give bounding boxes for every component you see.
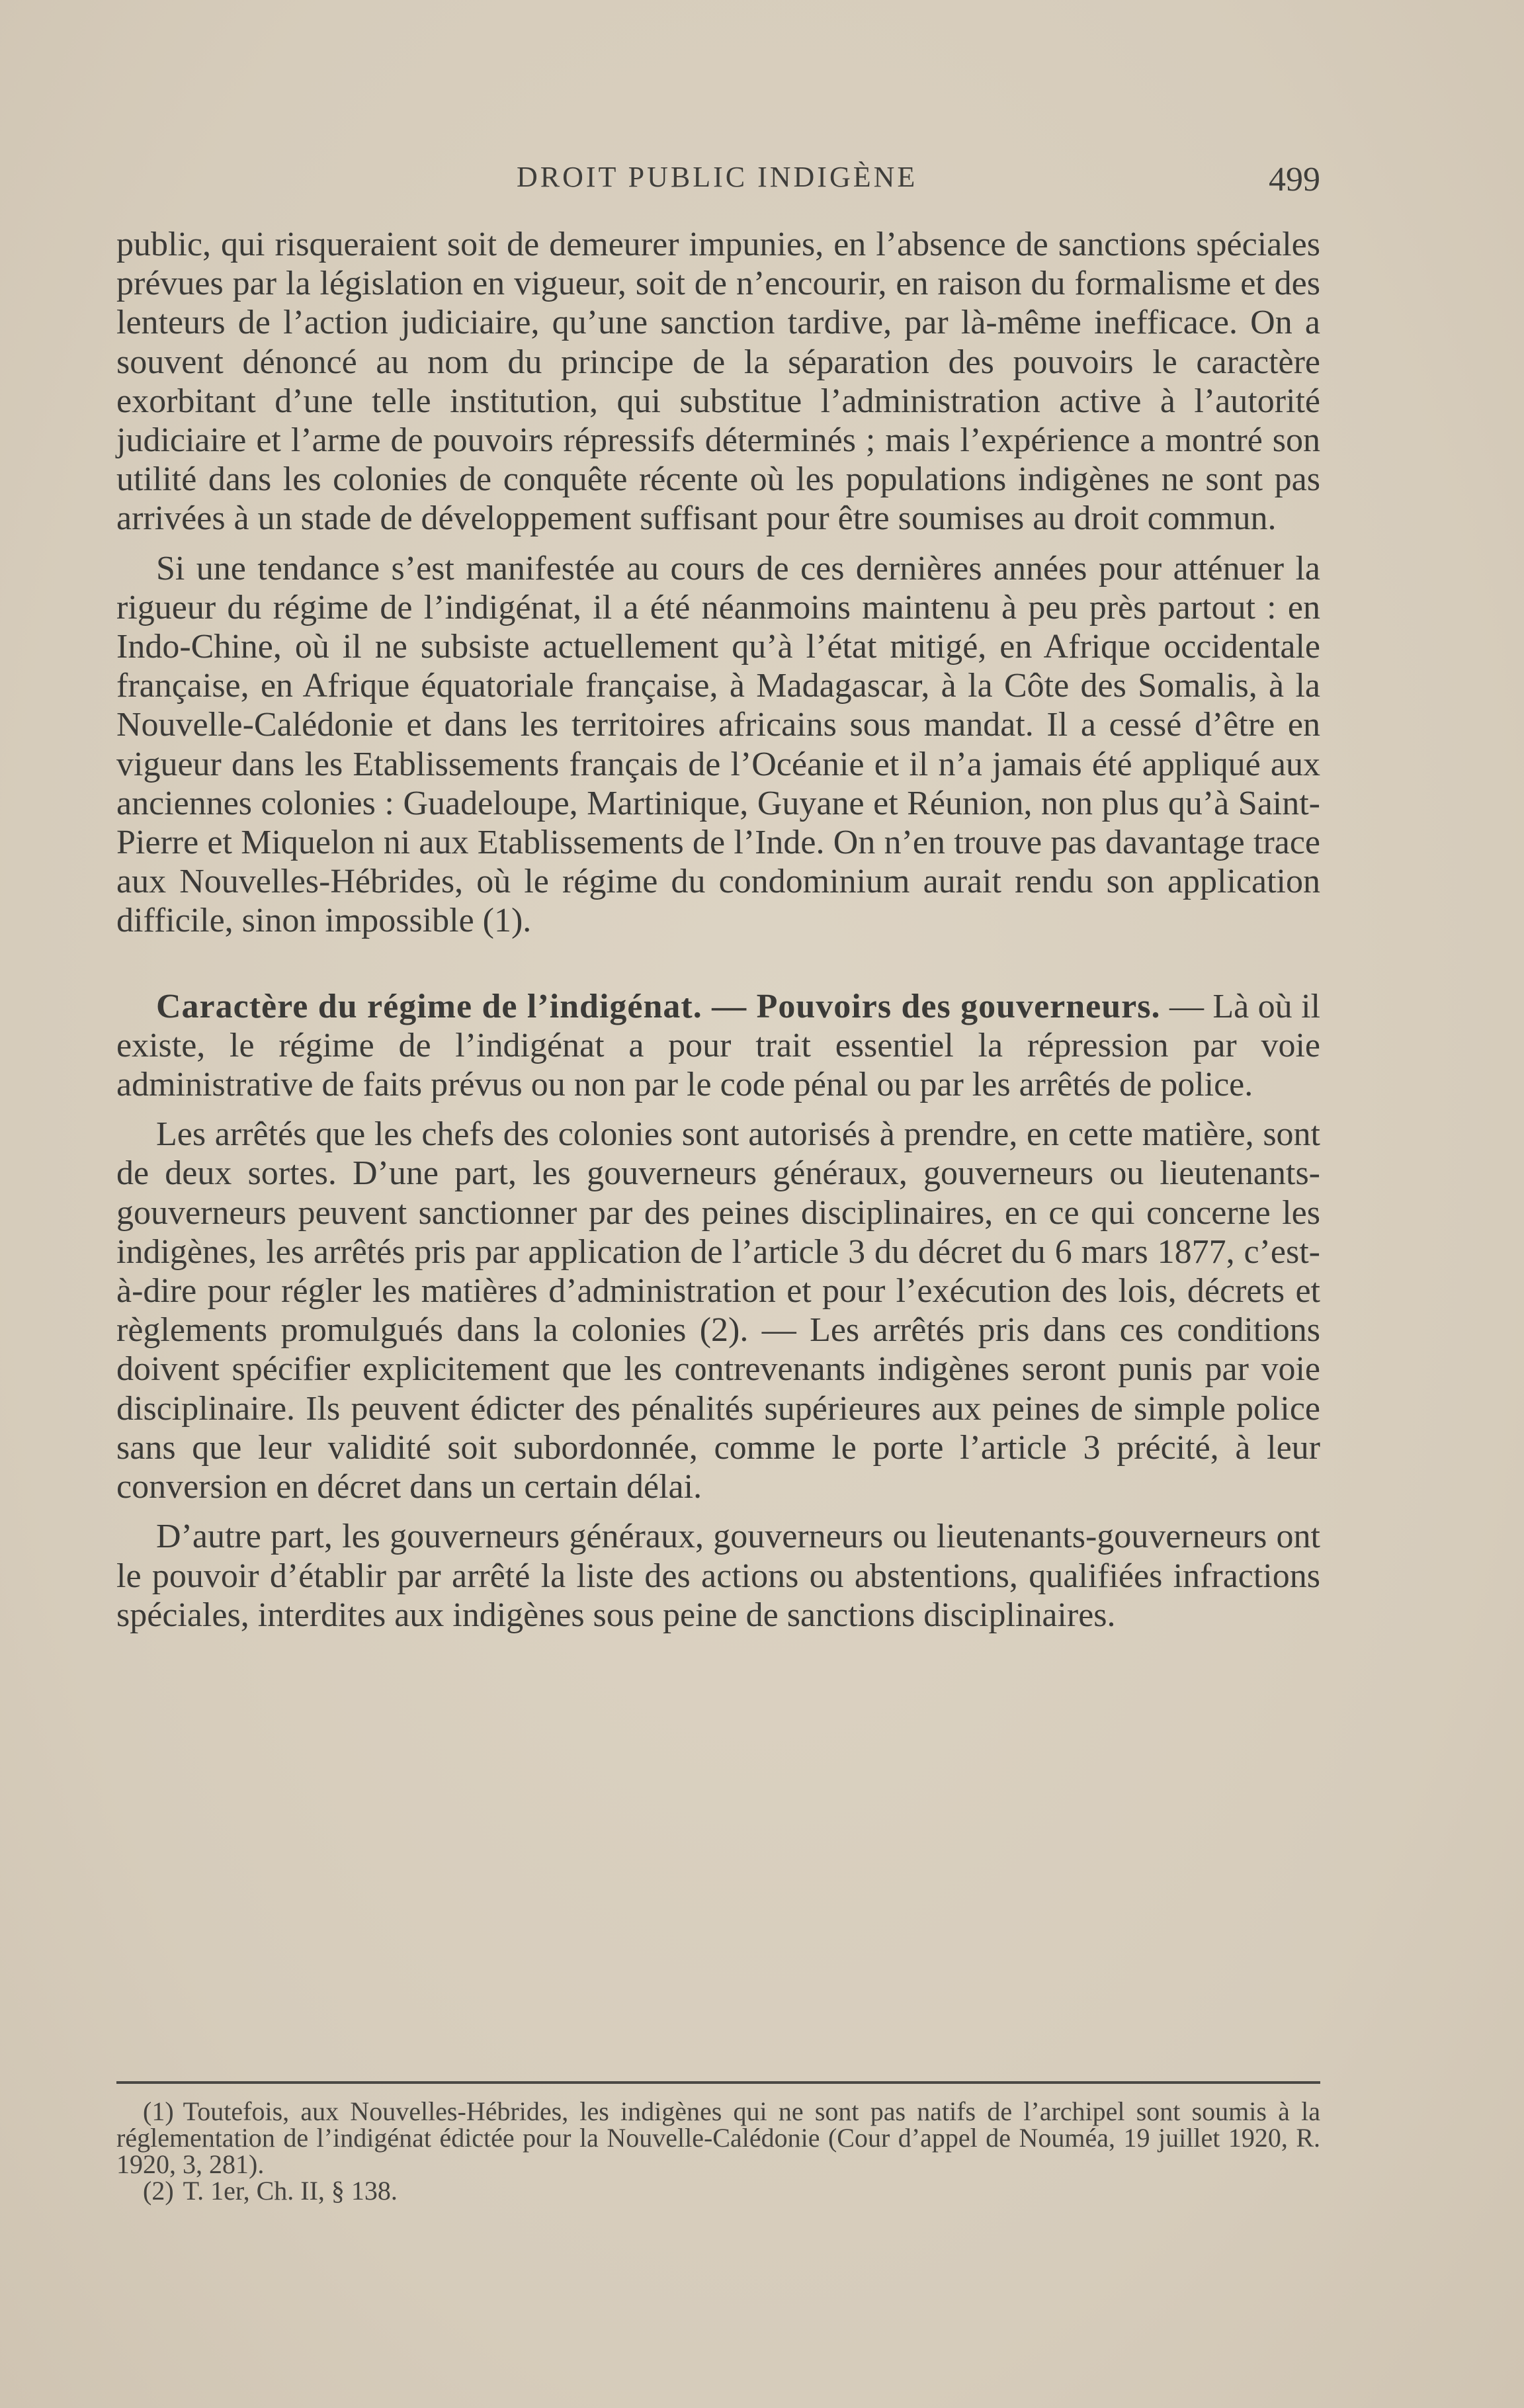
paragraph-continuation: public, qui risqueraient soit de demeurer impunies, en l’absence de sanctions spéciales prévues par la législation en vigueur, soit de n’encourir, en raison du formalisme et des lenteurs de l’action judiciaire, qu’une sanction tardive, par là-même inefficace. On a souvent dénoncé au nom du principe de la séparation des pouvoirs le caractère exorbitant d’une telle institution, qui substitue l’administration active à l’autorité judiciaire et l’arme de pouvoirs répressifs déterminés ; mais l’expérience a montré son utilité dans les colonies de conquête récente où les populations indigènes ne sont pas arrivées à un stade de développement suffisant pour être soumises au droit commun.: [116, 226, 1320, 538]
running-title: DROIT PUBLIC INDIGÈNE: [517, 161, 918, 193]
paragraph-indigenat-extent: Si une tendance s’est manifestée au cours de ces dernières années pour atténuer la rigueur du régime de l’indigénat, il a été néanmoins maintenu à peu près partout : en Indo-Chine, où il ne subsiste actuellement qu’à l’état mitigé, en Afrique occidentale française, en Afrique équatoriale française, à Madagascar, à la Côte des Somalis, à la Nouvelle-Calédonie et dans les territoires africains sous mandat. Il a cessé d’être en vigueur dans les Etablissements français de l’Océanie et il n’a jamais été appliqué aux anciennes colonies : Guadeloupe, Martinique, Guyane et Réunion, non plus qu’à Saint-Pierre et Miquelon ni aux Etablissements de l’Inde. On n’en trouve pas davantage trace aux Nouvelles-Hébrides, où le régime du condominium aurait rendu son application difficile, sinon impossible (1).: [116, 549, 1320, 940]
section-heading: Caractère du régime de l’indigénat. — Pouvoirs des gouverneurs.: [156, 987, 1161, 1025]
section-paragraph: [116, 987, 1320, 1105]
footnotes: [116, 2098, 1320, 2204]
footnote-1-text: Toutefois, aux Nouvelles-Hébrides, les indigènes qui ne sont pas natifs de l’archipel sont soumis à la réglementation de l’indigénat édictée pour la Nouvelle-Calédonie (Cour d’appel de Nouméa, 19 juillet 1920, R. 1920, 3, 281).: [116, 2096, 1320, 2179]
footnote-divider: [116, 2081, 1320, 2084]
page-header: [116, 153, 1320, 200]
footnote-2-mark: (2): [143, 2176, 174, 2206]
paragraph-arretes: Les arrêtés que les chefs des colonies sont autorisés à prendre, en cette matière, sont de deux sortes. D’une part, les gouverneurs généraux, gouverneurs ou lieutenants-gouverneurs peuvent sanctionner par des peines disciplinaires, en ce qui concerne les indigènes, les arrêtés pris par application de l’article 3 du décret du 6 mars 1877, c’est-à-dire pour régler les matières d’administration et pour l’exécution des lois, décrets et règlements promulgués dans la colonies (2). — Les arrêtés pris dans ces conditions doivent spécifier explicitement que les contrevenants indigènes seront punis par voie disciplinaire. Ils peuvent édicter des pénalités supérieures aux peines de simple police sans que leur validité soit subordonnée, comme le porte l’article 3 précité, à leur conversion en décret dans un certain délai.: [116, 1115, 1320, 1506]
footnote-2: [116, 2178, 1320, 2204]
section-text: — Là où il existe, le régime de l’indigénat a pour trait essentiel la répression par voie administrative de faits prévus ou non par le code pénal ou par les arrêtés de police.: [116, 987, 1320, 1104]
footnote-2-text: T. 1er, Ch. II, § 138.: [183, 2176, 398, 2206]
footnote-1: [116, 2098, 1320, 2178]
paragraph-autre-part: D’autre part, les gouverneurs généraux, gouverneurs ou lieutenants-gouverneurs ont le pouvoir d’établir par arrêté la liste des actions ou abstentions, qualifiées infractions spéciales, interdites aux indigènes sous peine de sanctions disciplinaires.: [116, 1518, 1320, 1634]
footnote-1-mark: (1): [143, 2096, 174, 2126]
page-number: 499: [1269, 161, 1320, 198]
body-text: [116, 225, 1320, 1635]
